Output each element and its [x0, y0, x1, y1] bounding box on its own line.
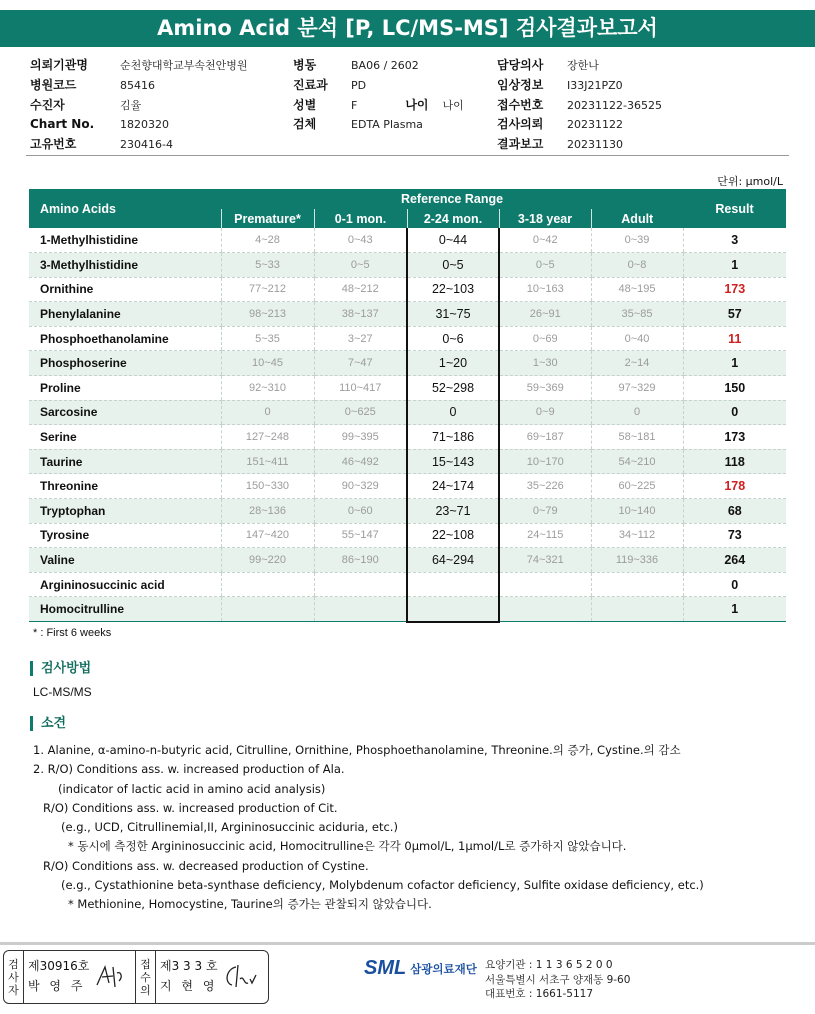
specimen-label: 검체 — [293, 117, 317, 132]
receiver-label: 접 수 의 — [136, 951, 156, 1003]
finding-line: (e.g., UCD, Citrullinemial,II, Argininosuccinic aciduria, etc.) — [61, 820, 398, 835]
reference-range-cell: 31~75 — [407, 302, 499, 327]
reference-range-cell — [314, 597, 407, 622]
result-value: 1 — [683, 351, 786, 376]
result-value: 73 — [683, 523, 786, 548]
table-row — [29, 572, 786, 597]
sub-col-header: Premature* — [221, 209, 314, 228]
method-text: LC-MS/MS — [33, 685, 92, 699]
reference-range-cell: 64~294 — [407, 548, 499, 573]
info-row — [497, 76, 662, 96]
result-value: 0 — [683, 572, 786, 597]
info-row — [497, 96, 662, 116]
reference-range-cell: 24~115 — [499, 523, 591, 548]
reference-range-cell: 35~226 — [499, 474, 591, 499]
result-value: 173 — [683, 425, 786, 450]
inspector-name: 박 영 주 — [28, 979, 86, 993]
info-label: 접수번호 — [497, 97, 544, 112]
reference-range-cell: 5~35 — [221, 326, 314, 351]
finding-line: 1. Alanine, α-amino-n-butyric acid, Citrulline, Ornithine, Phosphoethanolamine, Threonine.의 증가, Cystine.의 감소 — [33, 743, 681, 757]
info-label: 병원코드 — [30, 77, 77, 92]
reference-range-cell — [407, 572, 499, 597]
reference-range-cell: 69~187 — [499, 425, 591, 450]
finding-line: * 동시에 측정한 Argininosuccinic acid, Homocitrulline은 각각 0μmol/L, 1μmol/L로 증가하지 않았습니다. — [68, 839, 627, 854]
amino-acid-name: Sarcosine — [29, 400, 221, 425]
table-row — [29, 228, 786, 253]
table-row — [29, 449, 786, 474]
finding-line: (indicator of lactic acid in amino acid analysis) — [58, 781, 326, 796]
receiver-name: 지 현 영 — [160, 979, 218, 993]
col-header-reference: Reference Range — [221, 189, 683, 209]
reference-range-cell — [591, 597, 683, 622]
reference-range-cell: 0 — [591, 400, 683, 425]
specimen-value: EDTA Plasma — [351, 118, 423, 132]
reference-range-cell: 58~181 — [591, 425, 683, 450]
amino-acid-name: Phosphoethanolamine — [29, 326, 221, 351]
info-label: 검사의뢰 — [497, 117, 544, 132]
info-row — [30, 96, 248, 116]
reference-range-cell: 90~329 — [314, 474, 407, 499]
result-value: 1 — [683, 597, 786, 622]
findings-heading: 소견 — [30, 716, 66, 731]
reference-range-cell: 15~143 — [407, 449, 499, 474]
info-row — [30, 76, 248, 96]
findings-text — [33, 741, 704, 915]
receiver-signature — [222, 961, 258, 991]
reference-range-cell: 3~27 — [314, 326, 407, 351]
amino-acid-name: Phenylalanine — [29, 302, 221, 327]
info-value: 김율 — [120, 98, 142, 112]
reference-range-cell: 28~136 — [221, 499, 314, 524]
reference-range-cell: 0~5 — [314, 253, 407, 278]
sub-col-header: 2-24 mon. — [407, 209, 499, 228]
dept-value: PD — [351, 78, 367, 92]
info-row — [497, 135, 662, 155]
reference-range-cell: 10~163 — [499, 277, 591, 302]
unit-label: 단위: μmol/L — [717, 175, 783, 188]
reference-range-cell: 2~14 — [591, 351, 683, 376]
amino-acid-name: Serine — [29, 425, 221, 450]
info-label: 결과보고 — [497, 137, 544, 152]
reference-range-cell: 110~417 — [314, 376, 407, 401]
table-row — [29, 326, 786, 351]
reference-range-cell — [499, 597, 591, 622]
result-value: 173 — [683, 277, 786, 302]
table-row — [29, 523, 786, 548]
reference-range-cell — [221, 572, 314, 597]
reference-range-cell: 4~28 — [221, 228, 314, 253]
reference-range-cell: 0 — [407, 400, 499, 425]
reference-range-cell: 23~71 — [407, 499, 499, 524]
reference-range-cell: 10~45 — [221, 351, 314, 376]
col-header-amino: Amino Acids — [29, 189, 221, 228]
patient-info-left — [30, 56, 248, 155]
reference-range-cell: 0~43 — [314, 228, 407, 253]
reference-range-cell: 0~39 — [591, 228, 683, 253]
table-row — [29, 425, 786, 450]
info-value: 장한나 — [567, 59, 599, 72]
reference-range-cell: 99~395 — [314, 425, 407, 450]
info-value: 230416-4 — [120, 138, 173, 152]
info-label: 의뢰기관명 — [30, 58, 88, 72]
lab-address — [485, 958, 630, 1002]
reference-range-cell: 34~112 — [591, 523, 683, 548]
info-row — [497, 56, 662, 76]
info-value: 1820320 — [120, 118, 169, 132]
result-value: 150 — [683, 376, 786, 401]
table-row — [29, 474, 786, 499]
info-value: I33J21PZ0 — [567, 78, 623, 92]
inspector-label: 검 사 자 — [4, 951, 24, 1003]
result-value: 11 — [683, 326, 786, 351]
reference-range-cell: 99~220 — [221, 548, 314, 573]
reference-range-cell: 59~369 — [499, 376, 591, 401]
reference-range-cell: 55~147 — [314, 523, 407, 548]
info-label: 임상정보 — [497, 77, 544, 92]
reference-range-cell: 10~140 — [591, 499, 683, 524]
reference-range-cell: 38~137 — [314, 302, 407, 327]
amino-acid-table — [29, 189, 786, 623]
reference-range-cell: 0~79 — [499, 499, 591, 524]
info-label: 수진자 — [30, 97, 65, 112]
table-row — [29, 400, 786, 425]
sex-value: F — [351, 98, 358, 112]
info-label: Chart No. — [30, 117, 95, 132]
reference-range-cell: 60~225 — [591, 474, 683, 499]
reference-range-cell: 0~6 — [407, 326, 499, 351]
receiver-cell — [156, 951, 268, 1003]
reference-range-cell: 0~9 — [499, 400, 591, 425]
reference-range-cell: 0~625 — [314, 400, 407, 425]
reference-range-cell: 0~40 — [591, 326, 683, 351]
reference-range-cell — [499, 572, 591, 597]
reference-range-cell: 1~30 — [499, 351, 591, 376]
reference-range-cell: 5~33 — [221, 253, 314, 278]
reference-range-cell — [221, 597, 314, 622]
reference-range-cell: 48~195 — [591, 277, 683, 302]
table-row — [29, 548, 786, 573]
finding-line: 2. R/O) Conditions ass. w. increased production of Ala. — [33, 762, 345, 777]
address-line: 요양기관 : 1 1 3 6 5 2 0 0 — [485, 959, 613, 971]
reference-range-cell: 0~5 — [499, 253, 591, 278]
inspector-cell — [24, 951, 136, 1003]
result-value: 68 — [683, 499, 786, 524]
result-value: 57 — [683, 302, 786, 327]
reference-range-cell: 127~248 — [221, 425, 314, 450]
amino-acid-name: Proline — [29, 376, 221, 401]
amino-acid-name: Ornithine — [29, 277, 221, 302]
reference-range-cell: 77~212 — [221, 277, 314, 302]
reference-range-cell: 0~44 — [407, 228, 499, 253]
reference-range-cell: 119~336 — [591, 548, 683, 573]
reference-range-cell: 71~186 — [407, 425, 499, 450]
result-value: 1 — [683, 253, 786, 278]
table-row — [29, 302, 786, 327]
reference-range-cell: 35~85 — [591, 302, 683, 327]
receiver-license: 제3 3 3 호 — [160, 959, 218, 973]
amino-acid-name: Tyrosine — [29, 523, 221, 548]
dept-label: 진료과 — [293, 77, 328, 92]
reference-range-cell: 151~411 — [221, 449, 314, 474]
info-value: 20231130 — [567, 138, 623, 152]
reference-range-cell: 54~210 — [591, 449, 683, 474]
amino-acid-name: Phosphoserine — [29, 351, 221, 376]
reference-range-cell: 0~60 — [314, 499, 407, 524]
info-row — [30, 115, 248, 135]
info-label: 담당의사 — [497, 58, 544, 72]
reference-range-cell: 98~213 — [221, 302, 314, 327]
reference-range-cell: 92~310 — [221, 376, 314, 401]
table-row — [29, 597, 786, 622]
reference-range-cell: 22~103 — [407, 277, 499, 302]
info-label: 고유번호 — [30, 137, 77, 152]
amino-acid-name: Threonine — [29, 474, 221, 499]
inspector-license: 제30916호 — [28, 959, 90, 973]
patient-info-mid — [293, 56, 464, 135]
result-value: 118 — [683, 449, 786, 474]
ward-label: 병동 — [293, 58, 317, 72]
age-label: 나이 — [405, 97, 429, 112]
reference-range-cell: 46~492 — [314, 449, 407, 474]
sex-label: 성별 — [293, 97, 317, 112]
table-row — [29, 351, 786, 376]
table-row — [29, 253, 786, 278]
amino-acid-name: Homocitrulline — [29, 597, 221, 622]
table-row — [29, 499, 786, 524]
sub-col-header: 0-1 mon. — [314, 209, 407, 228]
reference-range-cell: 7~47 — [314, 351, 407, 376]
reference-range-cell: 48~212 — [314, 277, 407, 302]
amino-acid-name: Valine — [29, 548, 221, 573]
result-value: 0 — [683, 400, 786, 425]
inspector-signature — [93, 961, 125, 991]
reference-range-cell: 0~5 — [407, 253, 499, 278]
reference-range-cell: 0~69 — [499, 326, 591, 351]
reference-range-cell: 0 — [221, 400, 314, 425]
info-row — [30, 135, 248, 155]
info-value: 20231122 — [567, 118, 623, 132]
result-value: 3 — [683, 228, 786, 253]
table-row — [29, 277, 786, 302]
finding-line: (e.g., Cystathionine beta-synthase deficiency, Molybdenum cofactor deficiency, Sulfite oxidase deficiency, etc.) — [61, 878, 704, 893]
amino-acid-name: 1-Methylhistidine — [29, 228, 221, 253]
divider — [26, 155, 789, 156]
method-heading: 검사방법 — [30, 661, 91, 676]
sub-col-header: 3-18 year — [499, 209, 591, 228]
age-value: 나이 — [442, 98, 464, 112]
reference-range-cell: 150~330 — [221, 474, 314, 499]
amino-acid-name: 3-Methylhistidine — [29, 253, 221, 278]
report-title: Amino Acid 분석 [P, LC/MS-MS] 검사결과보고서 — [0, 10, 815, 47]
result-value: 264 — [683, 548, 786, 573]
reference-range-cell: 22~108 — [407, 523, 499, 548]
address-line: 대표번호 : 1661-5117 — [485, 988, 594, 1000]
reference-range-cell: 10~170 — [499, 449, 591, 474]
info-row — [30, 56, 248, 76]
result-value: 178 — [683, 474, 786, 499]
info-value: 85416 — [120, 78, 155, 92]
sub-col-header: Adult — [591, 209, 683, 228]
lab-logo — [364, 957, 477, 980]
reference-range-cell: 97~329 — [591, 376, 683, 401]
patient-info-right — [497, 56, 662, 155]
col-header-result: Result — [683, 189, 786, 228]
reference-range-cell: 147~420 — [221, 523, 314, 548]
signature-box — [3, 950, 269, 1004]
amino-acid-name: Argininosuccinic acid — [29, 572, 221, 597]
reference-range-cell: 1~20 — [407, 351, 499, 376]
address-line: 서울특별시 서초구 양재동 9-60 — [485, 973, 631, 986]
table-row — [29, 376, 786, 401]
info-value: 20231122-36525 — [567, 98, 662, 112]
finding-line: R/O) Conditions ass. w. increased production of Cit. — [43, 800, 338, 815]
sml-logo-icon: SML — [364, 957, 407, 979]
amino-acid-name: Tryptophan — [29, 499, 221, 524]
reference-range-cell: 26~91 — [499, 302, 591, 327]
reference-range-cell: 0~42 — [499, 228, 591, 253]
footer-divider — [0, 942, 815, 945]
reference-range-cell — [407, 597, 499, 622]
reference-range-cell: 86~190 — [314, 548, 407, 573]
reference-range-cell — [314, 572, 407, 597]
reference-range-cell — [591, 572, 683, 597]
reference-range-cell: 52~298 — [407, 376, 499, 401]
footnote: * : First 6 weeks — [33, 627, 112, 639]
info-value: 순천향대학교부속천안병원 — [120, 59, 248, 72]
amino-acid-name: Taurine — [29, 449, 221, 474]
reference-range-cell: 74~321 — [499, 548, 591, 573]
reference-range-cell: 0~8 — [591, 253, 683, 278]
reference-range-cell: 24~174 — [407, 474, 499, 499]
info-row — [497, 115, 662, 135]
finding-line: * Methionine, Homocystine, Taurine의 증가는 관찰되지 않았습니다. — [68, 897, 432, 912]
finding-line: R/O) Conditions ass. w. decreased production of Cystine. — [43, 858, 369, 873]
ward-value: BA06 / 2602 — [351, 59, 419, 72]
lab-name: 삼광의료재단 — [410, 961, 477, 976]
